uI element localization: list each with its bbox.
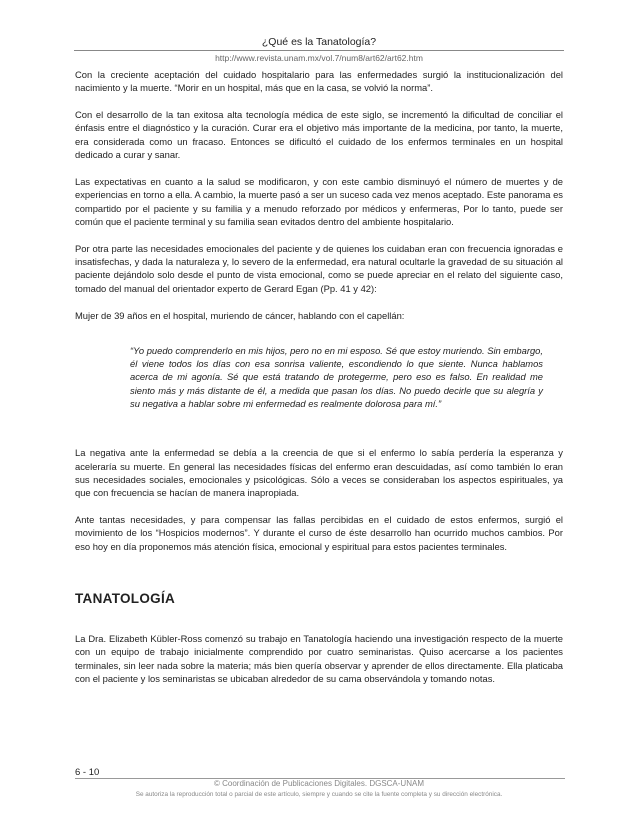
page-header-title: ¿Qué es la Tanatología?: [261, 36, 377, 48]
article-url[interactable]: http://www.revista.unam.mx/vol.7/num8/art62/art62.htm: [215, 53, 423, 63]
paragraph: Con el desarrollo de la tan exitosa alta tecnología médica de este siglo, se incrementó la dificultad de conciliar el énfasis entre el diagnóstico y la curación. Curar era el objetivo más importante de la medicina, por tanto, la muerte, era considerada como un fracaso. Entonces se dificultó el cuidado de los enfermos terminales en un hospital dedicado a curar y sanar.: [75, 109, 563, 161]
paragraph: Las expectativas en cuanto a la salud se modificaron, y con este cambio disminuyó el número de muertes y de experiencias en torno a ella. A cambio, la muerte pasó a ser un suceso cada vez menos aceptado. Este panorama es compartido por el paciente y su familia y a menudo reforzado por médicos y enfermeras, Por lo tanto, puede ser común que el paciente terminal y su familia sean evitados dentro del ambiente hospitalario.: [75, 175, 563, 227]
footer-copyright: © Coordinación de Publicaciones Digitales. DGSCA-UNAM: [214, 779, 424, 788]
article-body: [75, 68, 563, 685]
paragraph: Mujer de 39 años en el hospital, muriendo de cáncer, hablando con el capellán:: [75, 309, 405, 321]
header-divider: [74, 50, 564, 51]
page-number: 6 - 10: [75, 767, 100, 778]
block-quote: “Yo puedo comprenderlo en mis hijos, pero no en mi esposo. Sé que estoy muriendo. Sin embargo, él viene todos los días con esa sonrisa valiente, escondiendo lo que siente. Nunca hablamos acerca de mi agonía. Sé que está tratando de protegerme, pero eso es falso. En realidad me siento más y más distante de él, a medida que pasan los días. No puedo decirle que su alegría y su negativa a hablar sobre mi enfermedad es realmente dolorosa para mí.”: [130, 344, 543, 410]
footer-license: Se autoriza la reproducción total o parcial de este artículo, siempre y cuando se cite la fuente completa y su dirección electrónica.: [135, 791, 503, 798]
section-heading: TANATOLOGÍA: [75, 590, 176, 606]
paragraph: Con la creciente aceptación del cuidado hospitalario para las enfermedades surgió la institucionalización del nacimiento y la muerte. “Morir en un hospital, más que en la casa, se volvió la norma”.: [75, 69, 563, 94]
paragraph: La negativa ante la enfermedad se debía a la creencia de que si el enfermo lo sabía perdería la esperanza y aceleraría su muerte. En general las necesidades físicas del enfermo eran descuidadas, así como también lo eran sus necesidades sociales, emocionales y psicológicas. Sólo a veces se consideraban los aspectos espirituales, ya que con frecuencia se hacían de manera inapropiada.: [75, 447, 563, 499]
paragraph: La Dra. Elizabeth Kübler-Ross comenzó su trabajo en Tanatología haciendo una investigación respecto de la muerte con un equipo de trabajo inicialmente comprendido por cuatro seminaristas. Quiso acercarse a los pacientes terminales, sin leer nada sobre la materia; más bien quería observar y aprender de ellos directamente. Ella platicaba con el paciente y los seminaristas se ubicaban alrededor de su cama observándola y tomando notas.: [75, 632, 563, 684]
paragraph: Por otra parte las necesidades emocionales del paciente y de quienes los cuidaban eran con frecuencia ignoradas e insatisfechas, y dada la naturaleza y, lo severo de la enfermedad, era natural ocultarle la gravedad de su situación al paciente dejándolo solo desde el punto de vista emocional, como se puede apreciar en el relato del siguiente caso, tomado del manual del orientador experto de Gerard Egan (Pp. 41 y 42):: [75, 242, 563, 294]
paragraph: Ante tantas necesidades, y para compensar las fallas percibidas en el cuidado de estos enfermos, surgió el movimiento de los “Hospicios modernos”. Y durante el curso de éste desarrollo han ocurrido muchos cambios. Por eso hoy en día proponemos más atención física, emocional y espiritual para estos pacientes terminales.: [75, 514, 563, 552]
